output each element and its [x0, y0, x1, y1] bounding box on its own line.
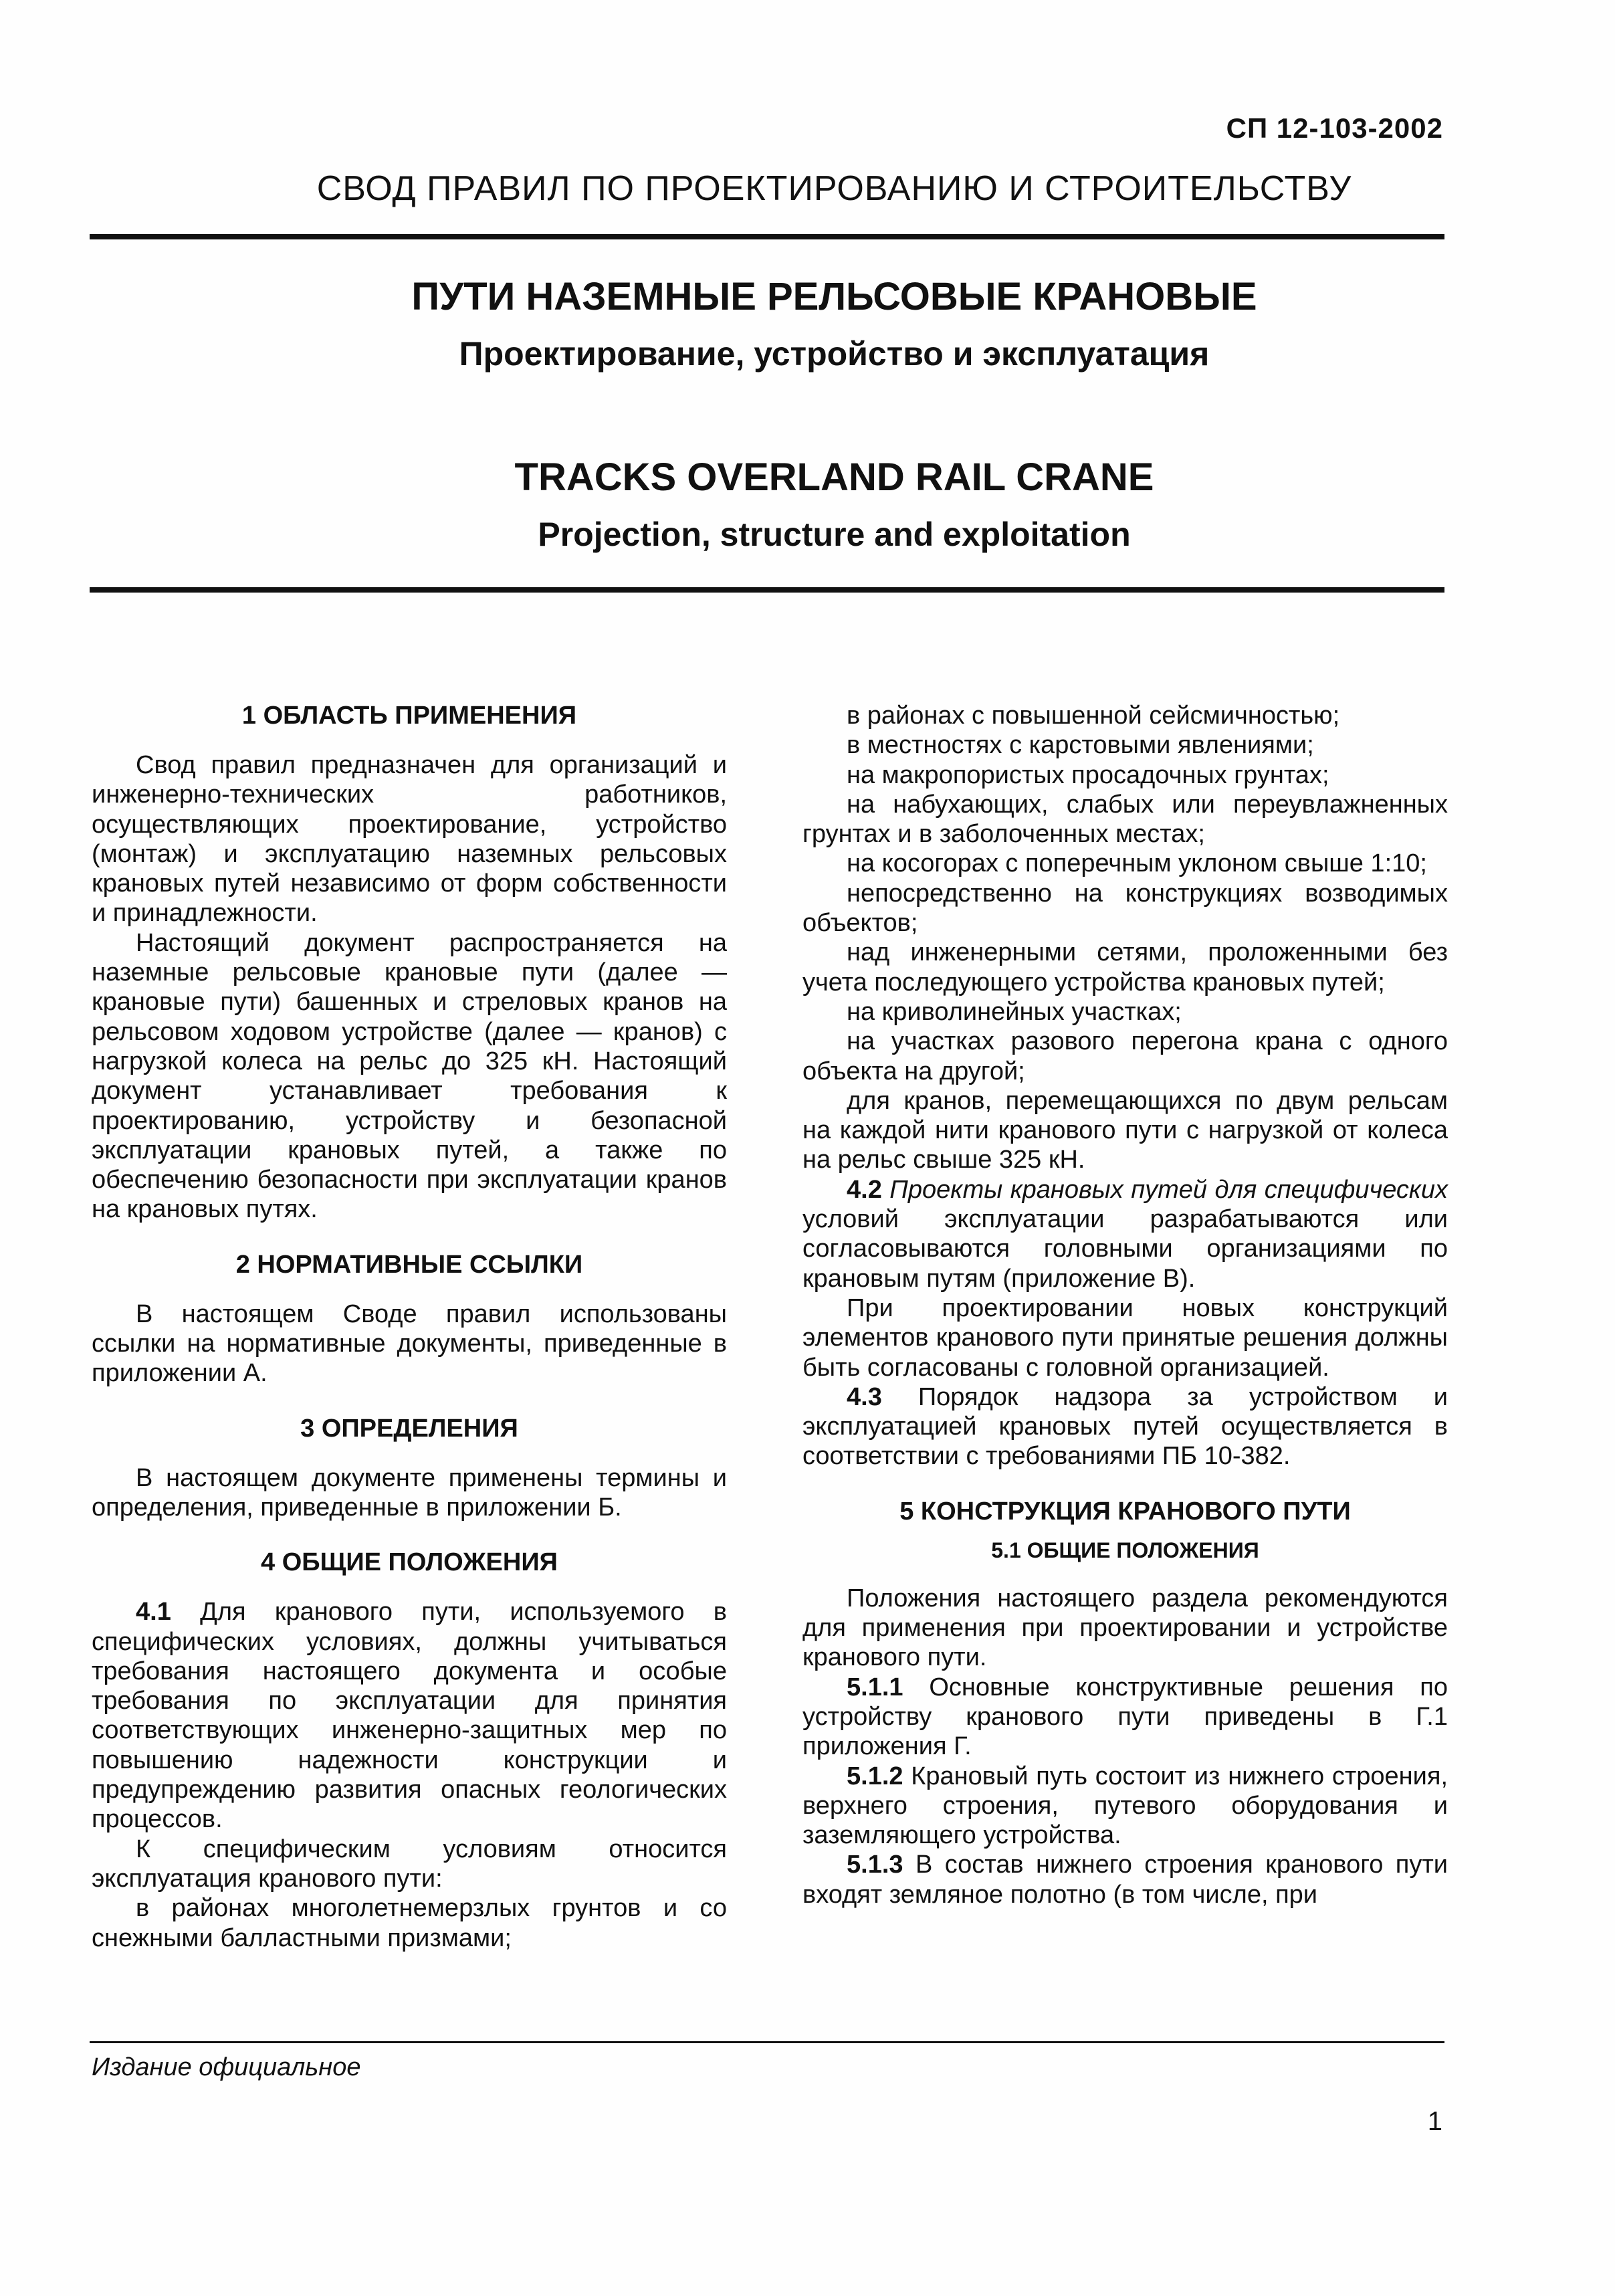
footer-rule	[90, 2041, 1444, 2043]
section-2-paragraph: В настоящем Своде правил использованы ссылки на нормативные документы, приведенные в приложении А.	[92, 1299, 727, 1388]
section-1-paragraph-2: Настоящий документ распространяется на наземные рельсовые крановые пути (далее — крановые пути) башенных и стреловых кранов на рельсовом ходовом устройстве (далее — кранов) с нагрузкой колеса на рельс до 325 кН. Настоящий документ устанавливает требования к проектированию, устройству и безопасной эксплуатации крановых путей, а также по обеспечению безопасности при эксплуатации кранов на крановых путях.	[92, 928, 727, 1224]
page-number: 1	[1427, 2107, 1442, 2136]
section-1-heading: 1 ОБЛАСТЬ ПРИМЕНЕНИЯ	[241, 702, 577, 730]
section-4-paragraph-2: К специфическим условиям относится эксплуатация кранового пути:	[92, 1835, 727, 1893]
document-code: СП 12-103-2002	[1226, 112, 1443, 144]
condition-item: на набухающих, слабых или переувлажненных грунтах и в заболоченных местах;	[802, 790, 1448, 849]
clause-5-1-1	[802, 1673, 1448, 1762]
clause-number: 5.1.3	[847, 1851, 903, 1879]
clause-4-2-paragraph-2: При проектировании новых конструкций элементов кранового пути принятые решения должны быть согласованы с головной организацией.	[802, 1293, 1448, 1382]
clause-number: 5.1.1	[847, 1673, 903, 1701]
clause-5-1-2	[802, 1762, 1448, 1851]
clause-text: Для кранового пути, используемого в специфических условиях, должны учитываться требования настоящего документа и особые требования по эксплуатации для принятия соответствующих инженерно-защитных мер по повышению надежности конструкции и предупреждению развития опасных геологических процессов.	[92, 1598, 727, 1834]
russian-title: ПУТИ НАЗЕМНЫЕ РЕЛЬСОВЫЕ КРАНОВЫЕ	[411, 275, 1257, 318]
clause-number: 4.1	[136, 1598, 171, 1627]
section-4-heading: 4 ОБЩИЕ ПОЛОЖЕНИЯ	[261, 1548, 558, 1577]
clause-number: 4.3	[847, 1382, 882, 1411]
condition-item: на косогорах с поперечным уклоном свыше 1:10;	[847, 849, 1427, 878]
condition-item: на участках разового перегона крана с одного объекта на другой;	[802, 1027, 1448, 1085]
condition-item: непосредственно на конструкциях возводимых объектов;	[802, 879, 1448, 938]
condition-item: на макропористых просадочных грунтах;	[847, 760, 1329, 789]
english-title: TRACKS OVERLAND RAIL CRANE	[514, 455, 1154, 499]
condition-item: для кранов, перемещающихся по двум рельсам на каждой нити кранового пути с нагрузкой от колеса на рельс свыше 325 кН.	[802, 1086, 1448, 1174]
edition-note: Издание официальное	[92, 2053, 361, 2081]
condition-item: на криволинейных участках;	[847, 997, 1182, 1026]
section-3-heading: 3 ОПРЕДЕЛЕНИЯ	[300, 1414, 518, 1443]
clause-4-3	[802, 1382, 1448, 1471]
section-3-paragraph: В настоящем документе применены термины и определения, приведенные в приложении Б.	[92, 1463, 727, 1522]
clause-italic-text: Проекты крановых путей для специфических	[881, 1175, 1448, 1204]
top-rule	[90, 234, 1444, 239]
clause-text: Основные конструктивные решения по устройству кранового пути приведены в Г.1 приложения Г.	[802, 1673, 1448, 1761]
subsection-5-1-paragraph: Положения настоящего раздела рекомендуются для применения при проектировании и устройстве кранового пути.	[802, 1584, 1448, 1672]
clause-number: 4.2	[847, 1175, 882, 1204]
clause-4-2	[802, 1175, 1448, 1293]
english-subtitle: Projection, structure and exploitation	[538, 516, 1131, 553]
section-5-heading: 5 КОНСТРУКЦИЯ КРАНОВОГО ПУТИ	[899, 1497, 1351, 1526]
russian-subtitle: Проектирование, устройство и эксплуатация	[459, 335, 1210, 373]
condition-item: над инженерными сетями, проложенными без учета последующего устройства крановых путей;	[802, 938, 1448, 997]
clause-5-1-3	[802, 1850, 1448, 1909]
right-column	[802, 701, 1448, 1909]
clause-number: 5.1.2	[847, 1762, 903, 1790]
section-2-heading: 2 НОРМАТИВНЫЕ ССЫЛКИ	[235, 1250, 583, 1279]
subsection-5-1-heading: 5.1 ОБЩИЕ ПОЛОЖЕНИЯ	[991, 1538, 1259, 1562]
condition-item: в местностях с карстовыми явлениями;	[847, 731, 1314, 760]
left-column	[92, 701, 727, 1953]
clause-text: Крановый путь состоит из нижнего строения, верхнего строения, путевого оборудования и заземляющего устройства.	[802, 1762, 1448, 1850]
clause-text: Порядок надзора за устройством и эксплуатацией крановых путей осуществляется в соответствии с требованиями ПБ 10-382.	[802, 1382, 1448, 1471]
clause-text: условий эксплуатации разрабатываются или согласовываются головными организациями по крановым путям (приложение В).	[802, 1205, 1448, 1293]
condition-item: в районах многолетнемерзлых грунтов и со снежными балластными призмами;	[92, 1894, 727, 1952]
clause-text: В состав нижнего строения кранового пути входят земляное полотно (в том числе, при	[802, 1851, 1448, 1909]
section-1-paragraph-1: Свод правил предназначен для организаций и инженерно-технических работников, осуществляющих проектирование, устройство (монтаж) и эксплуатацию наземных рельсовых крановых путей независимо от форм собственности и принадлежности.	[92, 751, 727, 928]
series-title: СВОД ПРАВИЛ ПО ПРОЕКТИРОВАНИЮ И СТРОИТЕЛЬСТВУ	[316, 169, 1352, 208]
title-bottom-rule	[90, 587, 1444, 593]
clause-4-1	[92, 1597, 727, 1834]
condition-item: в районах с повышенной сейсмичностью;	[847, 702, 1340, 730]
